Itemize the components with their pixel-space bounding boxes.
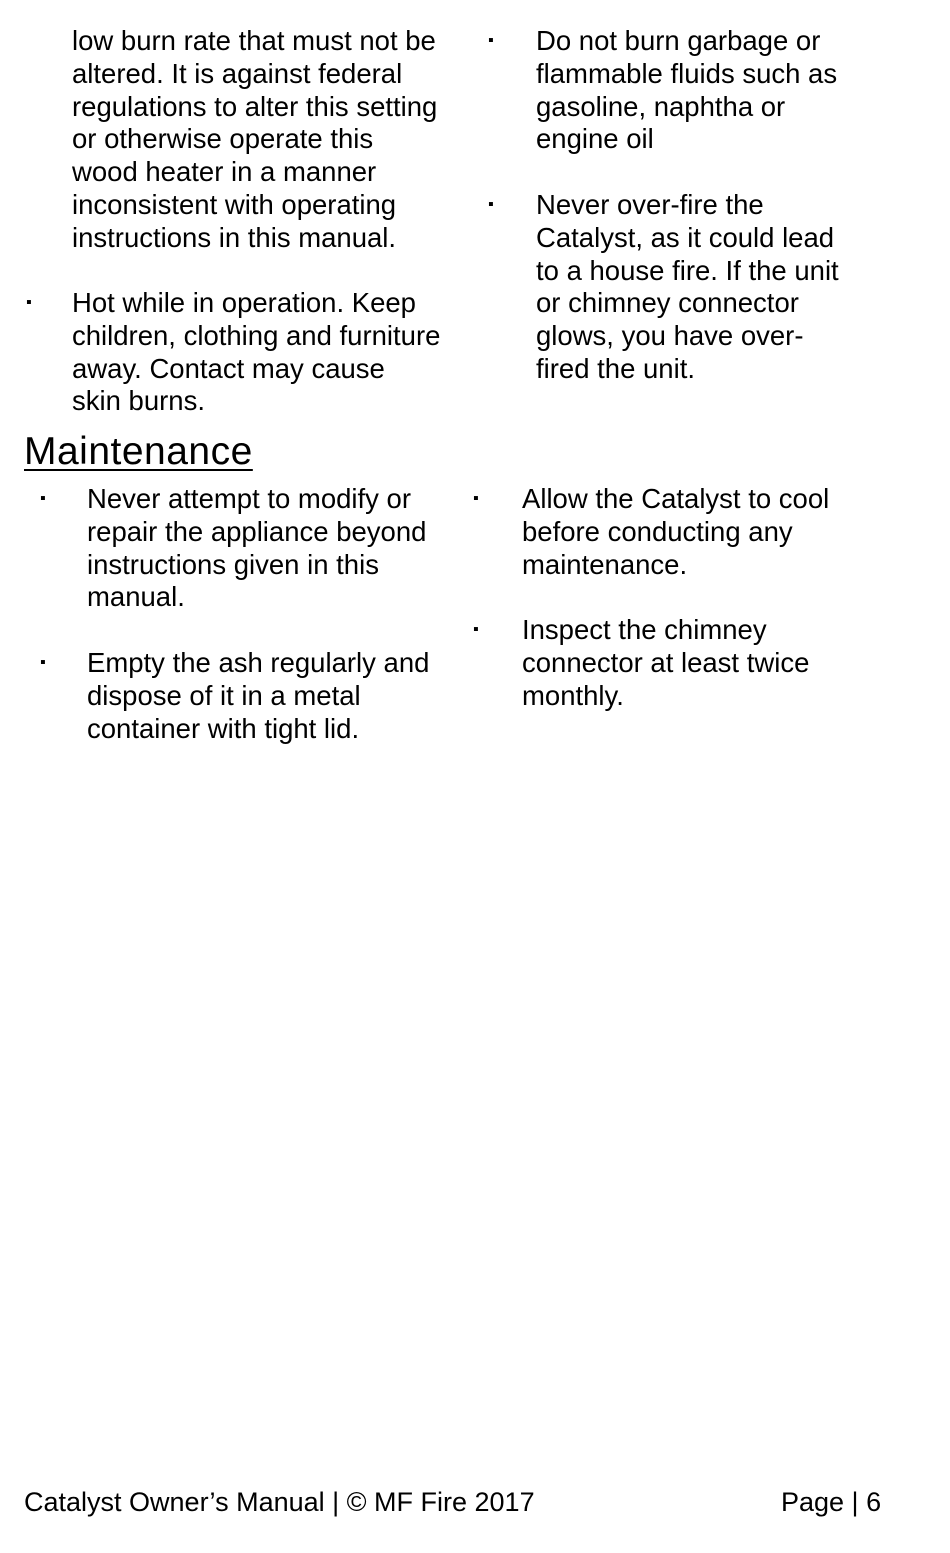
text-line: inconsistent with operating [72,188,397,220]
list-item [536,25,837,156]
bullet-icon: ▪ [40,654,46,671]
text-line: Empty the ash regularly and [87,647,430,678]
list-item [522,614,809,712]
text-line: skin burns. [72,385,205,417]
list-item [87,483,426,614]
text-line: Catalyst, as it could lead [536,221,835,253]
text-line: engine oil [536,123,654,155]
list-item [72,287,440,418]
text-line: wood heater in a manner [72,156,377,188]
footer-title: Catalyst Owner’s Manual | © MF Fire 2017 [24,1487,535,1517]
list-item [87,647,429,745]
text-line: altered. It is against federal [72,57,403,89]
bullet-icon: ▪ [488,196,494,213]
text-line: dispose of it in a metal [87,679,361,711]
continued-paragraph [72,25,437,255]
text-line: flammable fluids such as [536,57,838,89]
text-line: repair the appliance beyond [87,515,427,547]
bullet-icon: ▪ [488,32,494,49]
text-line: fired the unit. [536,352,695,384]
text-line: monthly. [522,679,624,711]
bullet-icon: ▪ [473,490,479,507]
text-line: or chimney connector [536,287,799,319]
text-line: Do not burn garbage or [536,25,821,56]
page-number: Page | 6 [781,1487,882,1517]
text-line: gasoline, naphtha or [536,90,786,122]
text-line: Inspect the chimney [522,614,767,645]
list-item [522,483,829,581]
text-line: low burn rate that must not be [72,25,436,56]
text-line: instructions in this manual. [72,221,397,253]
text-line: instructions given in this [87,548,379,580]
text-line: children, clothing and furniture [72,319,441,351]
text-line: container with tight lid. [87,712,360,744]
text-line: glows, you have over- [536,320,804,352]
text-line: Hot while in operation. Keep [72,287,416,318]
text-line: Allow the Catalyst to cool [522,483,830,514]
text-line: or otherwise operate this [72,123,374,155]
bullet-icon: ▪ [473,621,479,638]
list-item [536,189,839,386]
text-line: Never attempt to modify or [87,483,412,514]
text-line: away. Contact may cause [72,352,385,384]
section-heading-maintenance: Maintenance [24,430,253,473]
text-line: connector at least twice [522,646,810,678]
text-line: regulations to alter this setting [72,90,438,122]
text-line: before conducting any [522,515,793,547]
text-line: to a house fire. If the unit [536,254,839,286]
text-line: manual. [87,581,185,613]
bullet-icon: ▪ [26,294,32,311]
text-line: maintenance. [522,548,688,580]
text-line: Never over-fire the [536,189,764,220]
bullet-icon: ▪ [40,490,46,507]
